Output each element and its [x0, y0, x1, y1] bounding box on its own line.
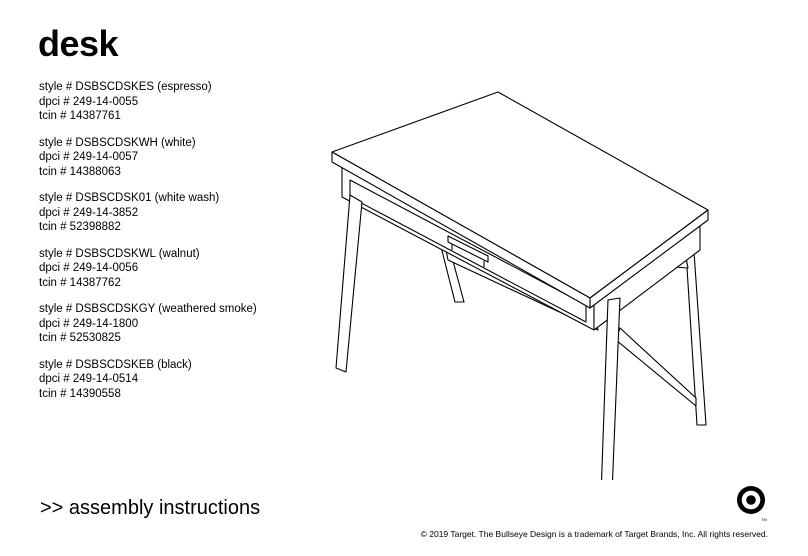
tcin-number: tcin # 52530825: [39, 332, 121, 344]
bullseye-logo-icon: [735, 483, 771, 523]
dpci-number: dpci # 249-14-1800: [39, 317, 139, 330]
style-number: style # DSBSCDSKES (espresso): [39, 81, 212, 93]
tcin-number: tcin # 14387761: [39, 110, 121, 122]
assembly-instructions-label: >> assembly instructions: [40, 497, 261, 519]
tcin-number: tcin # 52398882: [39, 221, 121, 233]
style-group: [39, 80, 257, 124]
style-number: style # DSBSCDSKWH (white): [39, 136, 196, 149]
style-group: [39, 136, 257, 180]
tcin-number: tcin # 14388063: [39, 165, 121, 178]
desk-illustration: [320, 60, 740, 480]
style-group: [39, 358, 257, 402]
style-number: style # DSBSCDSK01 (white wash): [39, 192, 220, 204]
page-title: desk: [38, 23, 119, 64]
style-list: [39, 80, 257, 413]
style-number: style # DSBSCDSKEB (black): [39, 358, 192, 371]
copyright-notice: © 2019 Target. The Bullseye Design is a trademark of Target Brands, Inc. All rights reserved.: [420, 529, 768, 539]
tcin-number: tcin # 14387762: [39, 276, 121, 289]
style-group: [39, 302, 257, 346]
dpci-number: dpci # 249-14-0055: [39, 95, 139, 108]
style-number: style # DSBSCDSKGY (weathered smoke): [39, 303, 257, 315]
dpci-number: dpci # 249-14-3852: [39, 206, 139, 219]
style-number: style # DSBSCDSKWL (walnut): [39, 247, 200, 260]
dpci-number: dpci # 249-14-0057: [39, 151, 139, 163]
dpci-number: dpci # 249-14-0056: [39, 262, 139, 274]
trademark-mark: TM: [761, 517, 767, 522]
tcin-number: tcin # 14390558: [39, 387, 121, 400]
style-group: [39, 191, 257, 235]
dpci-number: dpci # 249-14-0514: [39, 373, 139, 385]
style-group: [39, 247, 257, 291]
